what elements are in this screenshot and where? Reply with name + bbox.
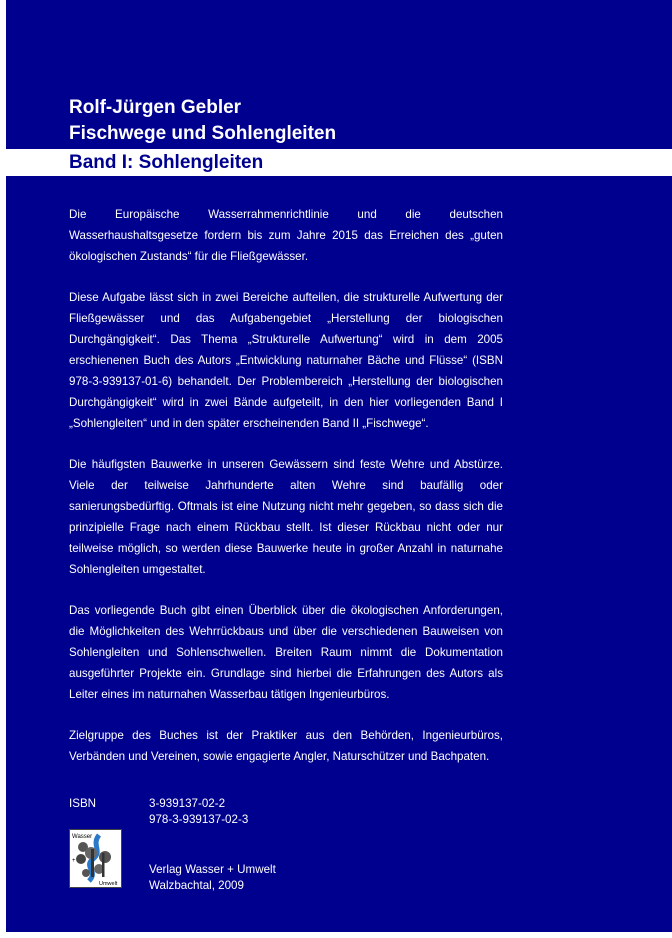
logo-top-text: Wasser xyxy=(72,834,93,840)
blurb-paragraph: Das vorliegende Buch gibt einen Überblick über die ökologischen Anforderungen, die Möglichkeiten des Wehrrückbaus und über die verschiedenen Bauweisen von Sohlengleiten und Sohlenschwellen. Breiten Raum nimmt die Dokumentation ausgeführter Projekte ein. Grundlage sind hierbei die Erfahrungen des Autors als Leiter eines im naturnahen Wasserbau tätigen Ingenieurbüros. xyxy=(69,604,503,701)
logo-mid-text: + xyxy=(72,858,76,864)
volume-subtitle: Band I: Sohlengleiten xyxy=(69,152,264,173)
blurb-paragraph: Die Europäische Wasserrahmenrichtlinie und die deutschen Wasserhaushaltsgesetze fordern bis zum Jahre 2015 das Erreichen des „guten ökologischen Zustands“ für die Fließgewässer. xyxy=(69,208,503,263)
publisher-logo-graphic xyxy=(69,829,122,888)
blurb-paragraph: Zielgruppe des Buches ist der Praktiker aus den Behörden, Ingenieurbüros, Verbänden und Vereinen, sowie engagierte Angler, Naturschützer und Bachpaten. xyxy=(69,729,503,763)
publisher-info xyxy=(149,862,276,894)
isbn-values xyxy=(149,796,248,828)
blurb-paragraph: Diese Aufgabe lässt sich in zwei Bereiche aufteilen, die strukturelle Aufwertung der Fließgewässer und das Aufgabengebiet „Herstellung der biologischen Durchgängigkeit“. Das Thema „Strukturelle Aufwertung“ wird in dem 2005 erschienenen Buch des Autors „Entwicklung naturnaher Bäche und Flüsse“ (ISBN 978-3-939137-01-6) behandelt. Der Problembereich „Herstellung der biologischen Durchgängigkeit“ wird in zwei Bände aufgeteilt, in den hier vorliegenden Band I „Sohlengleiten“ und in den später erscheinenden Band II „Fischwege“. xyxy=(69,291,503,430)
author-name: Rolf-Jürgen Gebler xyxy=(69,97,242,118)
publisher-name: Verlag Wasser + Umwelt xyxy=(149,863,276,876)
isbn-label: ISBN xyxy=(69,797,97,810)
logo-bottom-text: Umwelt xyxy=(99,881,118,887)
isbn-13: 978-3-939137-02-3 xyxy=(149,813,249,826)
book-title: Fischwege und Sohlengleiten xyxy=(69,123,337,144)
blurb xyxy=(69,204,503,787)
page-bottom-edge xyxy=(0,932,672,938)
publisher-place-year: Walzbachtal, 2009 xyxy=(149,879,244,892)
blurb-paragraph: Die häufigsten Bauwerke in unseren Gewässern sind feste Wehre und Abstürze. Viele der teilweise Jahrhunderte alten Wehre sind baufällig oder sanierungsbedürftig. Oftmals ist eine Nutzung nicht mehr gegeben, so dass sich die prinzipielle Frage nach einem Rückbau stellt. Ist dieser Rückbau nicht oder nur teilweise möglich, so werden diese Bauwerke heute in großer Anzahl in naturnahe Sohlengleiten umgestaltet. xyxy=(69,458,503,576)
isbn-10: 3-939137-02-2 xyxy=(149,797,226,810)
publisher-logo-icon xyxy=(69,829,122,888)
back-cover xyxy=(6,0,672,932)
